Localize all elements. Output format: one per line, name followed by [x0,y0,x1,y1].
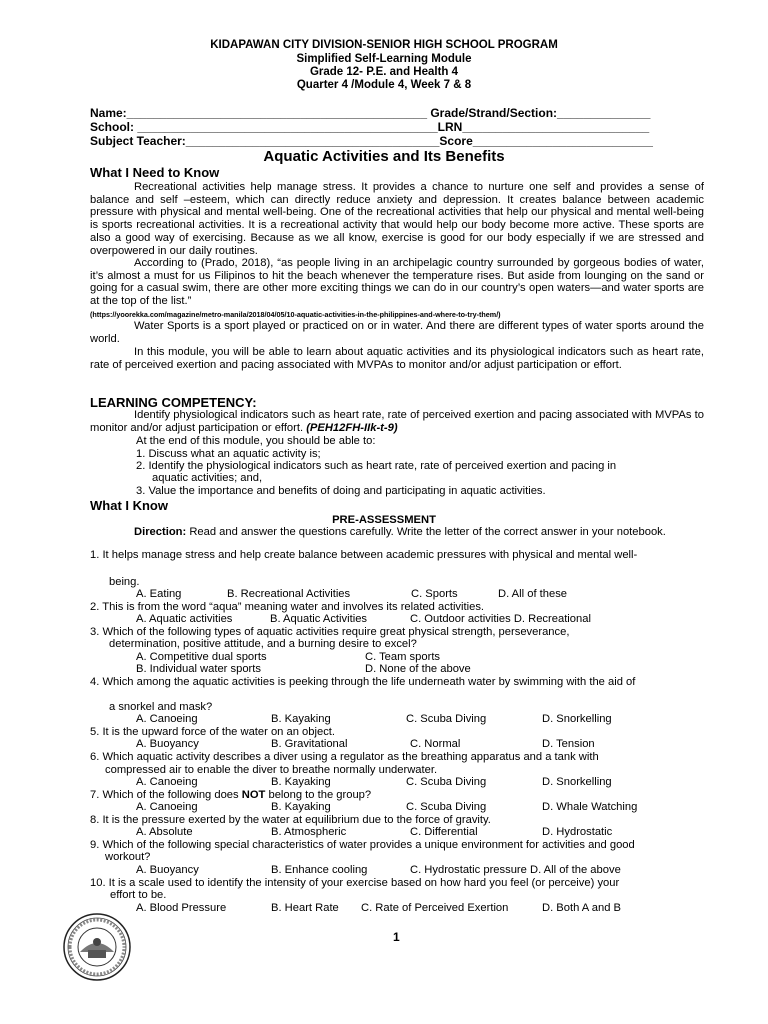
q4-option-a[interactable]: A. Canoeing [136,713,198,725]
q3-option-d[interactable]: D. None of the above [365,663,471,675]
q2-option-cd[interactable]: C. Outdoor activities D. Recreational [410,613,591,625]
competency-heading: LEARNING COMPETENCY: [90,395,257,410]
competency-text: Identify physiological indicators such as heart rate, rate of perceived exertion and pacing associated with MVPAs to monitor and/or adjust participation or effort. (PEH12FH-IIk-t-9) [90,409,704,434]
q6-option-a[interactable]: A. Canoeing [136,776,198,788]
q9-option-cd[interactable]: C. Hydrostatic pressure D. All of the above [410,864,621,876]
pre-assessment-heading: PRE-ASSESSMENT [332,514,436,526]
q10-option-b[interactable]: B. Heart Rate [271,902,339,914]
paragraph-water-sports: Water Sports is a sport played or practiced on or in water. And there are different types of water sports around the world. [90,320,704,345]
q1-option-a[interactable]: A. Eating [136,588,182,600]
q5-option-b[interactable]: B. Gravitational [271,738,348,750]
q4-option-c[interactable]: C. Scuba Diving [406,713,487,725]
q8-option-a[interactable]: A. Absolute [136,826,193,838]
q10-option-a[interactable]: A. Blood Pressure [136,902,227,914]
objective-3: 3. Value the importance and benefits of doing and participating in aquatic activities. [136,485,546,497]
question-4: 4. Which among the aquatic activities is peeking through the life underneath water by swimming with the aid of [90,676,636,688]
paragraph-prado-quote: According to (Prado, 2018), “as people living in an archipelagic country surrounded by gorgeous bodies of water, it’s almost a must for us Filipinos to hit the beach whenever the temperature rises. But aside from lounging on the sand or going for a casual swim, there are other more exciting things we can do in our country’s open waters—and water sports are at the top of the list.” [90,257,704,308]
q7-option-b[interactable]: B. Kayaking [271,801,331,813]
section-heading-what-i-know: What I Know [90,498,168,513]
page-title: Aquatic Activities and Its Benefits [263,148,505,165]
competency-code: (PEH12FH-IIk-t-9) [306,421,398,434]
question-6: 6. Which aquatic activity describes a diver using a regulator as the breathing apparatus and a tank with [90,751,599,763]
q4-option-d[interactable]: D. Snorkelling [542,713,612,725]
question-3-cont: determination, positive attitude, and a burning desire to excel? [109,638,417,650]
q9-option-b[interactable]: B. Enhance cooling [271,864,368,876]
objectives-intro: At the end of this module, you should be able to: [136,435,376,447]
q1-option-c[interactable]: C. Sports [411,588,458,600]
q3-option-c[interactable]: C. Team sports [365,651,441,663]
q6-option-c[interactable]: C. Scuba Diving [406,776,487,788]
question-9-cont: workout? [105,851,151,863]
q4-option-b[interactable]: B. Kayaking [271,713,331,725]
section-heading-need-to-know: What I Need to Know [90,165,220,180]
source-url: (https://yoorekka.com/magazine/metro-manila/2018/04/05/10-aquatic-activities-in-the-philippines-and-where-to-try-them/) [90,310,501,319]
q8-option-d[interactable]: D. Hydrostatic [542,826,613,838]
question-8: 8. It is the pressure exerted by the water at equilibrium due to the force of gravity. [90,814,491,826]
q2-option-b[interactable]: B. Aquatic Activities [270,613,368,625]
question-4-cont: a snorkel and mask? [109,701,213,713]
q7-option-d[interactable]: D. Whale Watching [542,801,638,813]
paragraph-module-intro: In this module, you will be able to learn about aquatic activities and its physiological indicators such as heart rate, rate of perceived exertion and pacing associated with MVPAs to monitor and/or adjust participation or effort. [90,346,704,371]
school-field[interactable]: School: _____________________________________________LRN____________________________ [90,120,650,134]
objective-2-cont: aquatic activities; and, [152,472,263,484]
q7-option-c[interactable]: C. Scuba Diving [406,801,487,813]
q10-option-c[interactable]: C. Rate of Perceived Exertion [361,902,509,914]
page-number: 1 [393,930,400,944]
quarter-week: Quarter 4 /Module 4, Week 7 & 8 [296,79,472,91]
q9-option-a[interactable]: A. Buoyancy [136,864,199,876]
q5-option-c[interactable]: C. Normal [410,738,461,750]
division-header: KIDAPAWAN CITY DIVISION-SENIOR HIGH SCHOOL PROGRAM [210,39,558,51]
q7-option-a[interactable]: A. Canoeing [136,801,198,813]
module-type: Simplified Self-Learning Module [296,53,472,65]
q5-option-a[interactable]: A. Buoyancy [136,738,199,750]
question-5: 5. It is the upward force of the water on an object. [90,726,336,738]
q5-option-d[interactable]: D. Tension [542,738,595,750]
question-3: 3. Which of the following types of aquatic activities require great physical strength, perseverance, [90,626,570,638]
q10-option-d[interactable]: D. Both A and B [542,902,621,914]
question-6-cont: compressed air to enable the diver to breathe normally underwater. [105,764,438,776]
q3-option-a[interactable]: A. Competitive dual sports [136,651,267,663]
q8-option-c[interactable]: C. Differential [410,826,478,838]
question-10: 10. It is a scale used to identify the intensity of your exercise based on how hard you feel (or perceive) your [90,877,620,889]
question-9: 9. Which of the following special characteristics of water provides a unique environment for activities and good [90,839,635,851]
school-division-seal-icon [62,912,132,982]
q3-option-b[interactable]: B. Individual water sports [136,663,261,675]
teacher-field[interactable]: Subject Teacher:______________________________________Score___________________________ [90,134,653,148]
q1-option-b[interactable]: B. Recreational Activities [227,588,351,600]
q6-option-b[interactable]: B. Kayaking [271,776,331,788]
name-field[interactable]: Name:_____________________________________________ Grade/Strand/Section:______________ [90,106,651,120]
question-1-cont: being. [109,576,140,588]
q8-option-b[interactable]: B. Atmospheric [271,826,347,838]
q1-option-d[interactable]: D. All of these [498,588,568,600]
direction-text: Direction: Read and answer the questions carefully. Write the letter of the correct answer in your notebook. [134,526,666,538]
q2-option-a[interactable]: A. Aquatic activities [136,613,233,625]
q6-option-d[interactable]: D. Snorkelling [542,776,612,788]
question-7: 7. Which of the following does NOT belong to the group? [90,789,372,801]
question-2: 2. This is from the word “aqua” meaning water and involves its related activities. [90,601,485,613]
objective-2: 2. Identify the physiological indicators such as heart rate, rate of perceived exertion and pacing in [136,460,617,472]
question-10-cont: effort to be. [110,889,167,901]
question-1: 1. It helps manage stress and help create balance between academic pressures with physical and mental well- [90,549,638,561]
grade-subject: Grade 12- P.E. and Health 4 [309,66,459,78]
objective-1: 1. Discuss what an aquatic activity is; [136,448,321,460]
paragraph-recreational: Recreational activities help manage stress. It provides a chance to nurture one self and provides a sense of balance and self –esteem, which can directly reduce anxiety and depression. It creates balance between academic pressure with physical and mental well-being. One of the recreational activities that help our physical and mental well-being is sports recreational activities. It is a recreational activity that would help our body become more active. These sports are also a good way of exercising. Because as we all know, exercise is good for our body especially if we are stressed and overpowered in our daily routines. [90,181,704,257]
